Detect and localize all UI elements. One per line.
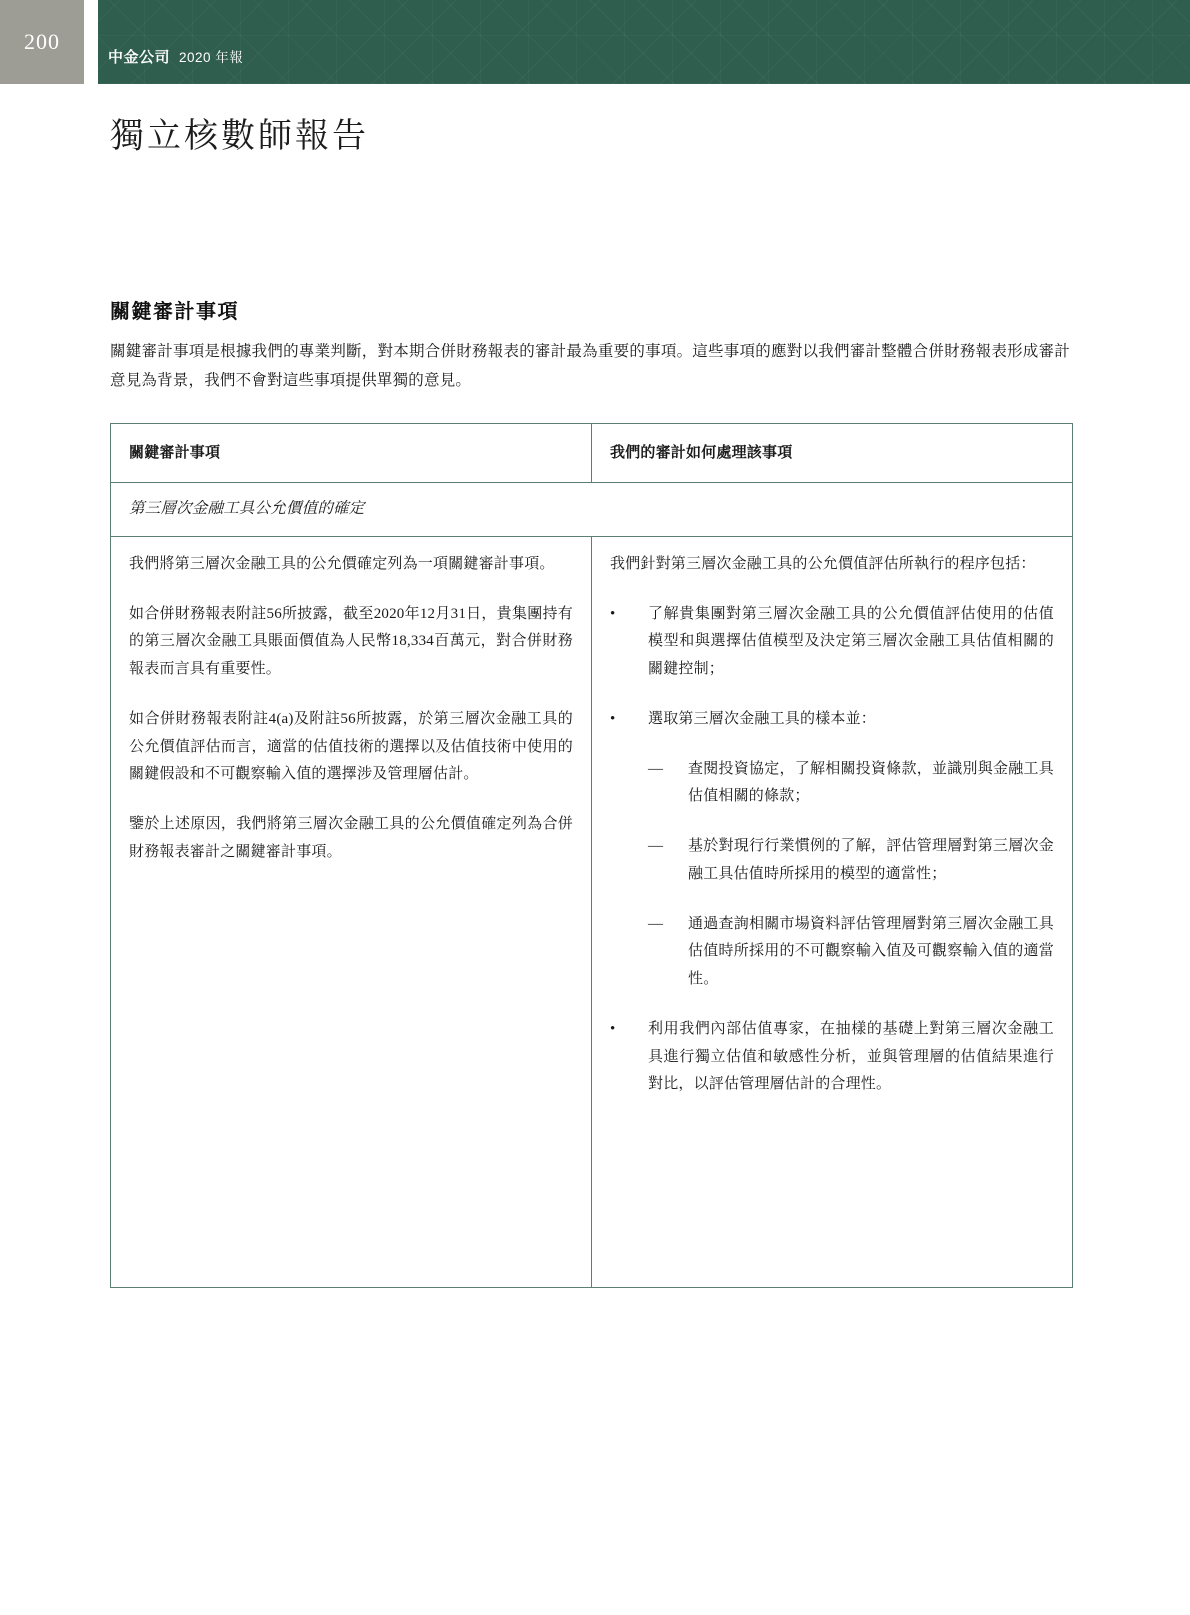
page-number: 200	[24, 29, 60, 54]
left-paragraph-1: 我們將第三層次金融工具的公允價確定列為一項關鍵審計事項。	[129, 555, 555, 572]
right-intro-paragraph: 我們針對第三層次金融工具的公允價值評估所執行的程序包括：	[610, 555, 1036, 572]
page-body	[0, 84, 1190, 1288]
bullet-text-1: 了解貴集團對第三層次金融工具的公允價值評估使用的估值模型和與選擇估值模型及決定第三層次金融工具估值相關的關鍵控制；	[648, 605, 1054, 678]
list-item	[610, 706, 1054, 994]
bullet-icon: •	[610, 605, 616, 622]
bullet-text-3: 利用我們內部估值專家，在抽樣的基礎上對第三層次金融工具進行獨立估值和敏感性分析，並與管理層的估值結果進行對比，以評估管理層估計的合理性。	[648, 1020, 1054, 1093]
dash-icon: —	[648, 838, 664, 855]
list-item	[648, 911, 1054, 994]
table-cell-right	[592, 536, 1073, 1287]
header-company-name: 中金公司	[108, 49, 171, 66]
intro-paragraph: 關鍵審計事項是根據我們的專業判斷，對本期合併財務報表的審計最為重要的事項。這些事項的應對以我們審計整體合併財務報表形成審計意見為背景，我們不會對這些事項提供單獨的意見。	[110, 343, 1070, 389]
dash-icon: —	[648, 760, 664, 777]
dash-icon: —	[648, 915, 664, 932]
section-heading-key-audit-matters: 關鍵審計事項	[110, 301, 239, 323]
audit-procedures-sublist	[648, 756, 1054, 994]
sub-bullet-text-3: 通過查詢相關市場資料評估管理層對第三層次金融工具估值時所採用的不可觀察輸入值及可觀察輸入值的適當性。	[688, 915, 1054, 988]
table-content-row	[111, 536, 1073, 1287]
bullet-group-2	[648, 706, 1054, 994]
header-spacer	[84, 0, 98, 84]
list-item	[648, 756, 1054, 812]
bullet-text-2: 選取第三層次金融工具的樣本並：	[648, 710, 877, 727]
table-header-left: 關鍵審計事項	[111, 424, 592, 483]
sub-bullet-text-1: 查閱投資協定，了解相關投資條款，並識別與金融工具估值相關的條款；	[688, 760, 1054, 805]
left-paragraph-4: 鑒於上述原因，我們將第三層次金融工具的公允價值確定列為合併財務報表審計之關鍵審計事項。	[129, 816, 573, 860]
header-running-title	[108, 46, 243, 67]
list-item	[648, 833, 1054, 889]
list-item	[610, 1016, 1054, 1099]
left-paragraph-2: 如合併財務報表附註56所披露，截至2020年12月31日，貴集團持有的第三層次金融工具賬面價值為人民幣18,334百萬元，對合併財務報表而言具有重要性。	[129, 605, 573, 678]
bullet-icon: •	[610, 1020, 616, 1037]
page-number-box	[0, 0, 84, 84]
table-subheading: 第三層次金融工具公允價值的確定	[111, 483, 1073, 537]
table-cell-left	[111, 536, 592, 1287]
key-audit-matters-table	[110, 423, 1073, 1287]
list-item	[610, 601, 1054, 684]
audit-procedures-list	[610, 601, 1054, 1100]
bullet-icon: •	[610, 710, 616, 727]
page-title: 獨立核數師報告	[110, 118, 369, 155]
table-header-right: 我們的審計如何處理該事項	[592, 424, 1073, 483]
page-header-band	[0, 0, 1190, 84]
table-header-row	[111, 424, 1073, 483]
header-report-year: 2020 年報	[179, 50, 244, 65]
left-paragraph-3: 如合併財務報表附註4(a)及附註56所披露，於第三層次金融工具的公允價值評估而言，適當的估值技術的選擇以及估值技術中使用的關鍵假設和不可觀察輸入值的選擇涉及管理層估計。	[129, 710, 573, 783]
sub-bullet-text-2: 基於對現行行業慣例的了解，評估管理層對第三層次金融工具估值時所採用的模型的適當性；	[688, 838, 1054, 882]
table-subheading-row	[111, 483, 1073, 537]
header-pattern-decoration	[0, 0, 1190, 84]
